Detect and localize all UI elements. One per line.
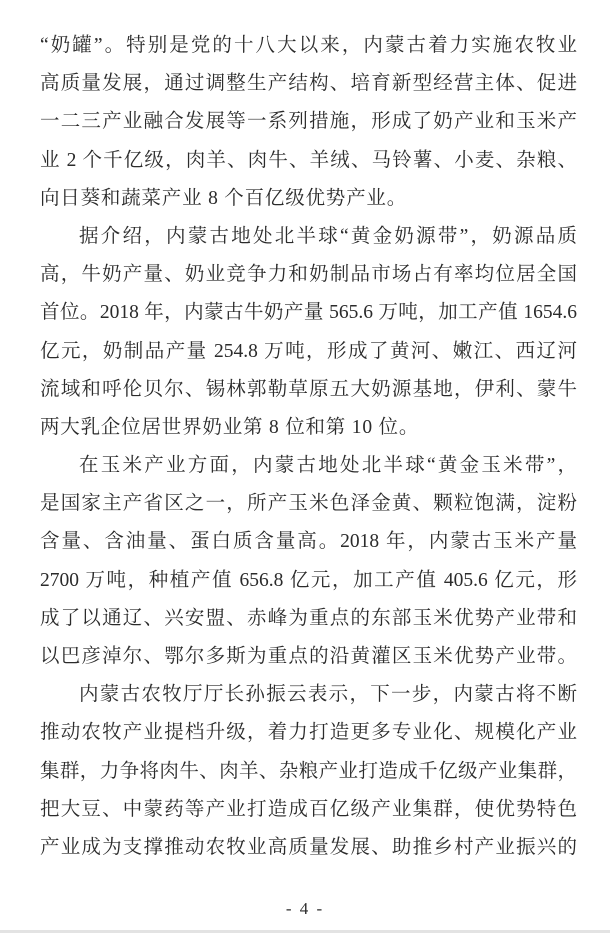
page-footer <box>0 899 610 919</box>
text-line: 向日葵和蔬菜产业 8 个百亿级优势产业。 <box>40 187 407 209</box>
text-line: “奶罐”。特别是党的十八大以来，内蒙古着力实施农牧业 <box>40 35 577 56</box>
text-line: 流域和呼伦贝尔、锡林郭勒草原五大奶源基地，伊利、蒙牛 <box>40 378 577 400</box>
text-line: 产业成为支撑推动农牧业高质量发展、助推乡村产业振兴的 <box>40 836 577 858</box>
text-line: 据介绍，内蒙古地处北半球“黄金奶源带”，奶源品质 <box>79 225 577 247</box>
text-line: 2700 万吨，种植产值 656.8 亿元，加工产值 405.6 亿元，形 <box>40 569 577 591</box>
paragraph <box>40 676 577 867</box>
text-line: 高，牛奶产量、奶业竞争力和奶制品市场占有率均位居全国 <box>40 264 577 286</box>
text-line: 以巴彦淖尔、鄂尔多斯为重点的沿黄灌区玉米优势产业带。 <box>40 646 577 667</box>
text-line: 集群，力争将肉牛、肉羊、杂粮产业打造成千亿级产业集群， <box>40 760 577 782</box>
text-line: 一二三产业融合发展等一系列措施，形成了奶产业和玉米产 <box>40 111 577 133</box>
page-number: - 4 - <box>285 899 325 918</box>
text-line: 高质量发展，通过调整生产结构、培育新型经营主体、促进 <box>40 73 577 95</box>
paragraph <box>40 27 577 218</box>
text-line: 成了以通辽、兴安盟、赤峰为重点的东部玉米优势产业带和 <box>40 607 577 629</box>
text-line: 把大豆、中蒙药等产业打造成百亿级产业集群，使优势特色 <box>40 798 577 820</box>
text-line: 在玉米产业方面，内蒙古地处北半球“黄金玉米带”， <box>79 455 577 477</box>
text-line: 推动农牧产业提档升级，着力打造更多专业化、规模化产业 <box>40 722 577 744</box>
paragraph <box>40 218 577 447</box>
text-line: 含量、含油量、蛋白质含量高。2018 年，内蒙古玉米产量 <box>40 531 577 553</box>
text-line: 两大乳企位居世界奶业第 8 位和第 10 位。 <box>40 416 420 438</box>
text-line: 首位。2018 年，内蒙古牛奶产量 565.6 万吨，加工产值 1654.6 <box>40 302 577 324</box>
text-line: 内蒙古农牧厅厅长孙振云表示，下一步，内蒙古将不断 <box>79 684 577 706</box>
paragraph <box>40 447 577 676</box>
document-body <box>40 27 577 867</box>
text-line: 业 2 个千亿级，肉羊、肉牛、羊绒、马铃薯、小麦、杂粮、 <box>40 149 577 171</box>
text-line: 亿元，奶制品产量 254.8 万吨，形成了黄河、嫩江、西辽河 <box>40 340 577 362</box>
text-line: 是国家主产省区之一，所产玉米色泽金黄、颗粒饱满，淀粉 <box>40 493 577 515</box>
